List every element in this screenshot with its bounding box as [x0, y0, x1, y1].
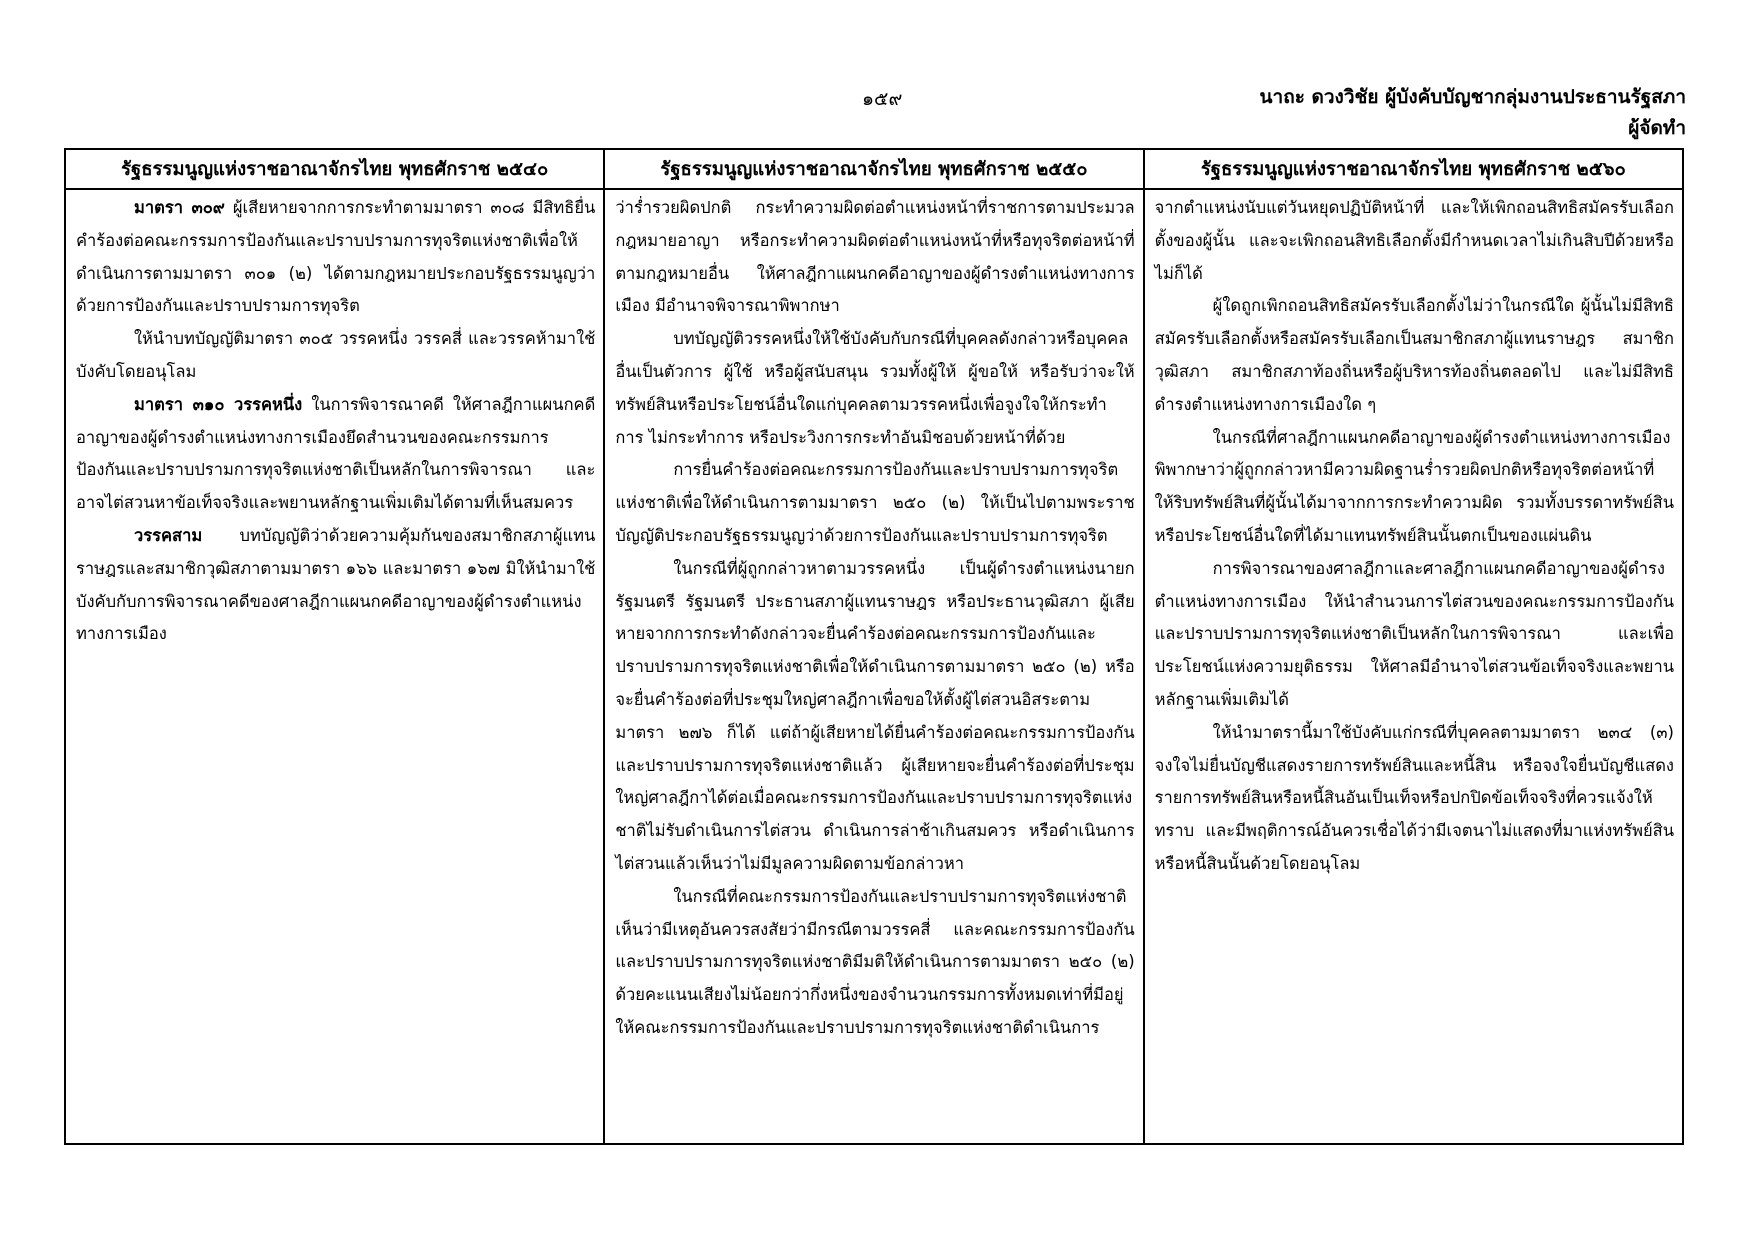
column-2540-body: [65, 189, 604, 1144]
preparer-role: ผู้จัดทำ: [1628, 117, 1686, 139]
section-310-text: ในการพิจารณาคดี ให้ศาลฎีกาแผนกคดีอาญาของผู้ดำรงตำแหน่งทางการเมืองยึดสำนวนของคณะกรรมการป้องกันและปราบปรามการทุจริตแห่งชาติเป็นหลักในการพิจารณา และอาจไต่สวนหาข้อเท็จจริงและพยานหลักฐานเพิ่มเติมได้ตามที่เห็นสมควร: [76, 394, 596, 513]
comparison-table: [64, 148, 1684, 1145]
section-310-para3-heading: วรรคสาม: [134, 525, 203, 545]
paragraph-2550-1: ว่าร่ำรวยผิดปกติ กระทำความผิดต่อตำแหน่งหน้าที่ราชการตามประมวลกฎหมายอาญา หรือกระทำความผิดต่อตำแหน่งหน้าที่หรือทุจริตต่อหน้าที่ตามกฎหมายอื่น ให้ศาลฎีกาแผนกคดีอาญาของผู้ดำรงตำแหน่งทางการเมือง มีอำนาจพิจารณาพิพากษา: [615, 198, 1135, 316]
paragraph-2560-2: ผู้ใดถูกเพิกถอนสิทธิสมัครรับเลือกตั้งไม่ว่าในกรณีใด ผู้นั้นไม่มีสิทธิสมัครรับเลือกตั้งหรือสมัครรับเลือกเป็นสมาชิกสภาผู้แทนราษฎร สมาชิกวุฒิสภา สมาชิกสภาท้องถิ่นหรือผู้บริหารท้องถิ่นตลอดไป และไม่มีสิทธิดำรงตำแหน่งทางการเมืองใด ๆ: [1154, 296, 1674, 414]
paragraph-2550-4: ในกรณีที่ผู้ถูกกล่าวหาตามวรรคหนึ่ง เป็นผู้ดำรงตำแหน่งนายกรัฐมนตรี รัฐมนตรี ประธานสภาผู้แทนราษฎร หรือประธานวุฒิสภา ผู้เสียหายจากการกระทำดังกล่าวจะยื่นคำร้องต่อคณะกรรมการป้องกันและปราบปรามการทุจริตแห่งชาติเพื่อให้ดำเนินการตามมาตรา ๒๕๐ (๒) หรือจะยื่นคำร้องต่อที่ประชุมใหญ่ศาลฎีกาเพื่อขอให้ตั้งผู้ไต่สวนอิสระตามมาตรา ๒๗๖ ก็ได้ แต่ถ้าผู้เสียหายได้ยื่นคำร้องต่อคณะกรรมการป้องกันและปราบปรามการทุจริตแห่งชาติแล้ว ผู้เสียหายจะยื่นคำร้องต่อที่ประชุมใหญ่ศาลฎีกาได้ต่อเมื่อคณะกรรมการป้องกันและปราบปรามการทุจริตแห่งชาติไม่รับดำเนินการไต่สวน ดำเนินการล่าช้าเกินสมควร หรือดำเนินการไต่สวนแล้วเห็นว่าไม่มีมูลความผิดตามข้อกล่าวหา: [615, 558, 1135, 873]
paragraph-2550-2: บทบัญญัติวรรคหนึ่งให้ใช้บังคับกับกรณีที่บุคคลดังกล่าวหรือบุคคลอื่นเป็นตัวการ ผู้ใช้ หรือผู้สนับสนุน รวมทั้งผู้ให้ ผู้ขอให้ หรือรับว่าจะให้ทรัพย์สินหรือประโยชน์อื่นใดแก่บุคคลตามวรรคหนึ่งเพื่อจูงใจให้กระทำการ ไม่กระทำการ หรือประวิงการกระทำอันมิชอบด้วยหน้าที่ด้วย: [615, 329, 1135, 447]
column-2560-body: [1144, 189, 1683, 1144]
section-309-paragraph: [76, 192, 595, 323]
page-number: ๑๕๙: [862, 88, 903, 110]
section-309-text: ผู้เสียหายจากการกระทำตามมาตรา ๓๐๘ มีสิทธิยื่นคำร้องต่อคณะกรรมการป้องกันและปราบปรามการทุจริตแห่งชาติเพื่อให้ดำเนินการตามมาตรา ๓๐๑ (๒) ได้ตามกฎหมายประกอบรัฐธรรมนูญว่าด้วยการป้องกันและปราบปรามการทุจริต: [76, 198, 596, 316]
section-310-heading: มาตรา ๓๑๐ วรรคหนึ่ง: [134, 394, 303, 414]
paragraph-2550-3: การยื่นคำร้องต่อคณะกรรมการป้องกันและปราบปรามการทุจริตแห่งชาติเพื่อให้ดำเนินการตามมาตรา ๒๕๐ (๒) ให้เป็นไปตามพระราชบัญญัติประกอบรัฐธรรมนูญว่าด้วยการป้องกันและปราบปรามการทุจริต: [615, 460, 1135, 545]
table-row: [65, 189, 1683, 1144]
section-310-paragraph: [76, 389, 595, 520]
section-310-para3: [76, 520, 595, 651]
column-header-2550: รัฐธรรมนูญแห่งราชอาณาจักรไทย พุทธศักราช ๒๕๕๐: [604, 149, 1143, 189]
paragraph-2560-4: การพิจารณาของศาลฎีกาและศาลฎีกาแผนกคดีอาญาของผู้ดำรงตำแหน่งทางการเมือง ให้นำสำนวนการไต่สวนของคณะกรรมการป้องกันและปราบปรามการทุจริตแห่งชาติเป็นหลักในการพิจารณา และเพื่อประโยชน์แห่งความยุติธรรม ให้ศาลมีอำนาจไต่สวนข้อเท็จจริงและพยานหลักฐานเพิ่มเติมได้: [1154, 558, 1674, 709]
paragraph-2550-5: ในกรณีที่คณะกรรมการป้องกันและปราบปรามการทุจริตแห่งชาติเห็นว่ามีเหตุอันควรสงสัยว่ามีกรณีตามวรรคสี่ และคณะกรรมการป้องกันและปราบปรามการทุจริตแห่งชาติมีมติให้ดำเนินการตามมาตรา ๒๕๐ (๒) ด้วยคะแนนเสียงไม่น้อยกว่ากึ่งหนึ่งของจำนวนกรรมการทั้งหมดเท่าที่มีอยู่ ให้คณะกรรมการป้องกันและปราบปรามการทุจริตแห่งชาติดำเนินการ: [615, 886, 1135, 1037]
preparer-name: นาถะ ดวงวิชัย ผู้บังคับบัญชากลุ่มงานประธานรัฐสภา: [1259, 86, 1686, 108]
section-309-para2-text: ให้นำบทบัญญัติมาตรา ๓๐๕ วรรคหนึ่ง วรรคสี่ และวรรคห้ามาใช้บังคับโดยอนุโลม: [76, 329, 596, 381]
column-header-2540: รัฐธรรมนูญแห่งราชอาณาจักรไทย พุทธศักราช ๒๕๔๐: [65, 149, 604, 189]
paragraph-2560-1: จากตำแหน่งนับแต่วันหยุดปฏิบัติหน้าที่ และให้เพิกถอนสิทธิสมัครรับเลือกตั้งของผู้นั้น และจะเพิกถอนสิทธิเลือกตั้งมีกำหนดเวลาไม่เกินสิบปีด้วยหรือไม่ก็ได้: [1154, 198, 1674, 283]
section-310-para3-text: บทบัญญัติว่าด้วยความคุ้มกันของสมาชิกสภาผู้แทนราษฎรและสมาชิกวุฒิสภาตามมาตรา ๑๖๖ และมาตรา ๑๖๗ มิให้นำมาใช้บังคับกับการพิจารณาคดีของศาลฎีกาแผนกคดีอาญาของผู้ดำรงตำแหน่งทางการเมือง: [76, 525, 596, 644]
section-309-heading: มาตรา ๓๐๙: [134, 198, 225, 217]
section-309-para2: [76, 323, 595, 389]
paragraph-2560-3: ในกรณีที่ศาลฎีกาแผนกคดีอาญาของผู้ดำรงตำแหน่งทางการเมืองพิพากษาว่าผู้ถูกกล่าวหามีความผิดฐานร่ำรวยผิดปกติหรือทุจริตต่อหน้าที่ ให้ริบทรัพย์สินที่ผู้นั้นได้มาจากการกระทำความผิด รวมทั้งบรรดาทรัพย์สินหรือประโยชน์อื่นใดที่ได้มาแทนทรัพย์สินนั้นตกเป็นของแผ่นดิน: [1154, 427, 1674, 545]
paragraph-2560-5: ให้นำมาตรานี้มาใช้บังคับแก่กรณีที่บุคคลตามมาตรา ๒๓๔ (๓) จงใจไม่ยื่นบัญชีแสดงรายการทรัพย์สินและหนี้สิน หรือจงใจยื่นบัญชีแสดงรายการทรัพย์สินหรือหนี้สินอันเป็นเท็จหรือปกปิดข้อเท็จจริงที่ควรแจ้งให้ทราบ และมีพฤติการณ์อันควรเชื่อได้ว่ามีเจตนาไม่แสดงที่มาแห่งทรัพย์สินหรือหนี้สินนั้นด้วยโดยอนุโลม: [1154, 722, 1674, 873]
preparer-block: [1260, 82, 1686, 144]
column-2550-body: [604, 189, 1143, 1144]
column-header-2560: รัฐธรรมนูญแห่งราชอาณาจักรไทย พุทธศักราช ๒๕๖๐: [1144, 149, 1683, 189]
table-header-row: [65, 149, 1683, 189]
